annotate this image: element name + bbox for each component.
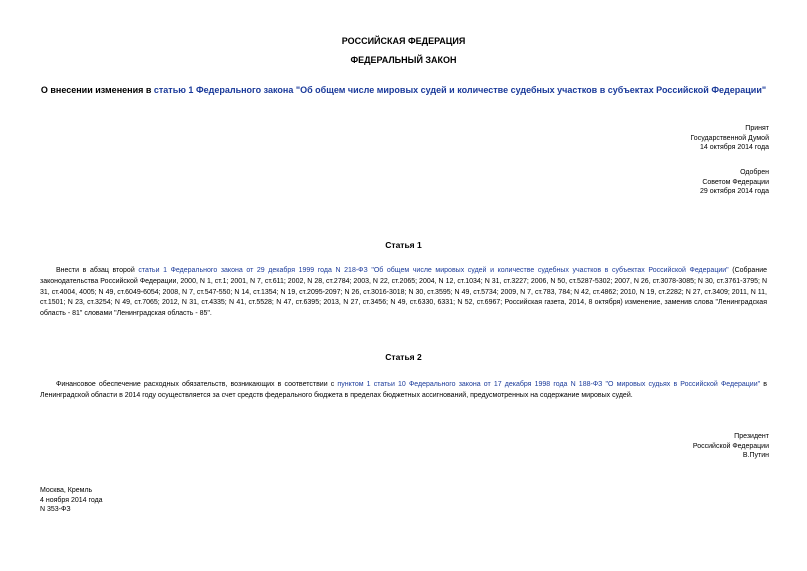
approved-line: Одобрен <box>740 169 769 176</box>
law-type-heading: ФЕДЕРАЛЬНЫЙ ЗАКОН <box>350 55 457 65</box>
article-1-text <box>40 266 767 320</box>
article-2-text-before: Финансовое обеспечение расходных обязательств, возникающих в соответствии с <box>56 381 338 388</box>
approved-block <box>700 168 769 197</box>
article-1-link[interactable]: статьи 1 Федерального закона от 29 декабря 1999 года N 218-ФЗ "Об общем числе мировых судей и количестве судебных участков в субъектах Российской Федерации" <box>138 267 729 274</box>
signature-block <box>693 432 769 461</box>
footer-date: 4 ноября 2014 года <box>40 496 103 504</box>
law-title-prefix: О внесении изменения в <box>40 85 154 95</box>
approved-date: 29 октября 2014 года <box>700 188 769 195</box>
adopted-block <box>690 124 769 153</box>
footer-place: Москва, Кремль <box>40 487 93 494</box>
article-2-link[interactable]: пунктом 1 статьи 10 Федерального закона от 17 декабря 1998 года N 188-ФЗ "О мировых судьях в Российской Федерации" <box>337 381 761 388</box>
adopted-date: 14 октября 2014 года <box>700 144 769 151</box>
signature-title: Президент <box>734 433 769 440</box>
signature-country: Российской Федерации <box>692 442 769 450</box>
law-title <box>0 85 807 95</box>
adopted-line: Принят <box>745 125 769 132</box>
adopted-body: Государственной Думой <box>690 134 769 142</box>
law-title-link[interactable]: статью 1 Федерального закона "Об общем числе мировых судей и количестве судебных участков в субъектах Российской Федерации" <box>153 85 767 95</box>
signature-name: В.Путин <box>742 452 769 459</box>
article-2-text-after: в Ленинградской области в 2014 году осуществляется за счет средств федерального бюджета в пределах бюджетных ассигнований, предусмотренных на содержание мировых судей. <box>40 381 767 399</box>
federation-heading: РОССИЙСКАЯ ФЕДЕРАЦИЯ <box>341 36 466 46</box>
footer-number: N 353-ФЗ <box>40 506 71 513</box>
article-2-text <box>40 380 767 402</box>
article-1-heading: Статья 1 <box>385 240 422 250</box>
article-2-heading: Статья 2 <box>385 352 422 362</box>
footer-block <box>40 486 103 515</box>
article-1-text-after: (Собрание законодательства Российской Федерации, 2000, N 1, ст.1; 2001, N 7, ст.611; 2002, N 28, ст.2784; 2003, N 22, ст.2065; 2004, N 12, ст.1034; N 31, ст.3227; 2006, N 50, ст.5287-5302; 2007, N 26, ст.3078-3085; N 30, ст.3761-3795; N 31, ст.4004, 4005; N 49, ст.6049-6054; 2008, N 7, ст.547-550; N 14, ст.1354; N 19, ст.2095-2097; N 26, ст.3016-3018; N 30, ст.3595; N 49, ст.5734; 2009, N 7, ст.783, 784; N 42, ст.4862; 2010, N 19, ст.2282; N 27, ст.3409; 2011, N 11, ст.1501; N 23, ст.3254; N 49, ст.7065; 2012, N 31, ст.4335; N 41, ст.5528; N 47, ст.6395; 2013, N 27, ст.3456; N 49, ст.6330, 6331; N 52, ст.6967; Российская газета, 2014, 8 октября) изменение, заменив слова "Ленинградская область - 81" словами "Ленинградская область - 85". <box>40 267 767 318</box>
article-1-text-before: Внести в абзац второй <box>56 267 139 274</box>
approved-body: Советом Федерации <box>702 178 769 186</box>
